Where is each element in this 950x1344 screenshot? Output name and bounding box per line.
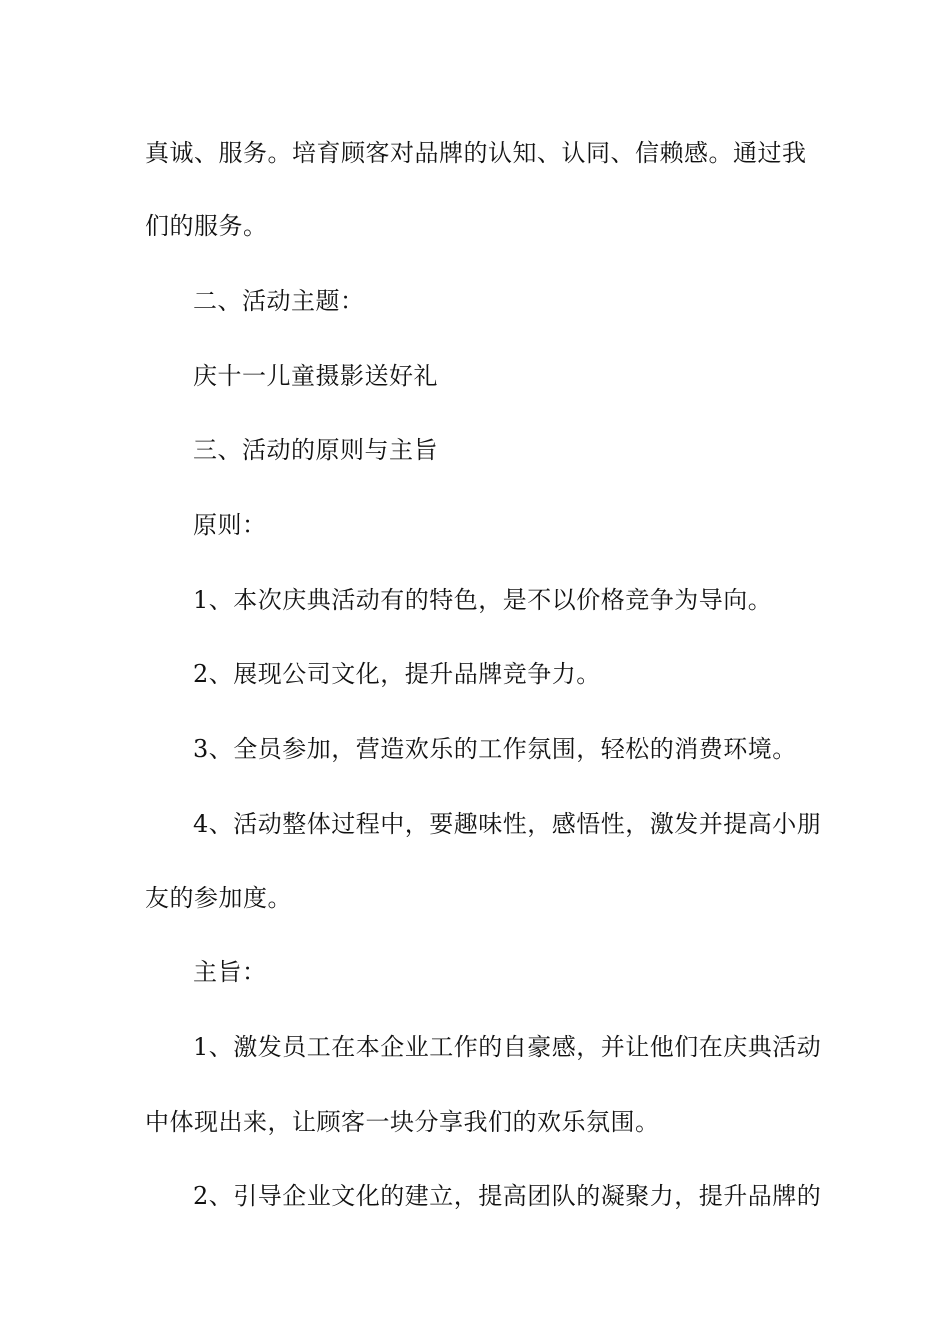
- list-item: 4、活动整体过程中，要趣味性，感悟性，激发并提高小朋: [193, 810, 822, 838]
- paragraph-line: 们的服务。: [145, 212, 268, 240]
- list-item-continuation: 友的参加度。: [145, 884, 292, 912]
- list-item: 2、展现公司文化，提升品牌竞争力。: [193, 660, 601, 688]
- paragraph-line: 真诚、服务。培育顾客对品牌的认知、认同、信赖感。通过我: [145, 139, 807, 167]
- subheading: 主旨：: [193, 958, 267, 986]
- list-item: 1、激发员工在本企业工作的自豪感，并让他们在庆典活动: [193, 1033, 822, 1061]
- list-item: 3、全员参加，营造欢乐的工作氛围，轻松的消费环境。: [193, 735, 797, 763]
- subheading: 原则：: [193, 511, 267, 539]
- list-item: 1、本次庆典活动有的特色，是不以价格竞争为导向。: [193, 586, 773, 614]
- list-item: 2、引导企业文化的建立，提高团队的凝聚力，提升品牌的: [193, 1182, 822, 1210]
- list-item-continuation: 中体现出来，让顾客一块分享我们的欢乐氛围。: [145, 1108, 660, 1136]
- section-heading: 三、活动的原则与主旨: [193, 436, 438, 464]
- section-heading: 二、活动主题：: [193, 287, 365, 315]
- activity-theme: 庆十一儿童摄影送好礼: [193, 362, 438, 390]
